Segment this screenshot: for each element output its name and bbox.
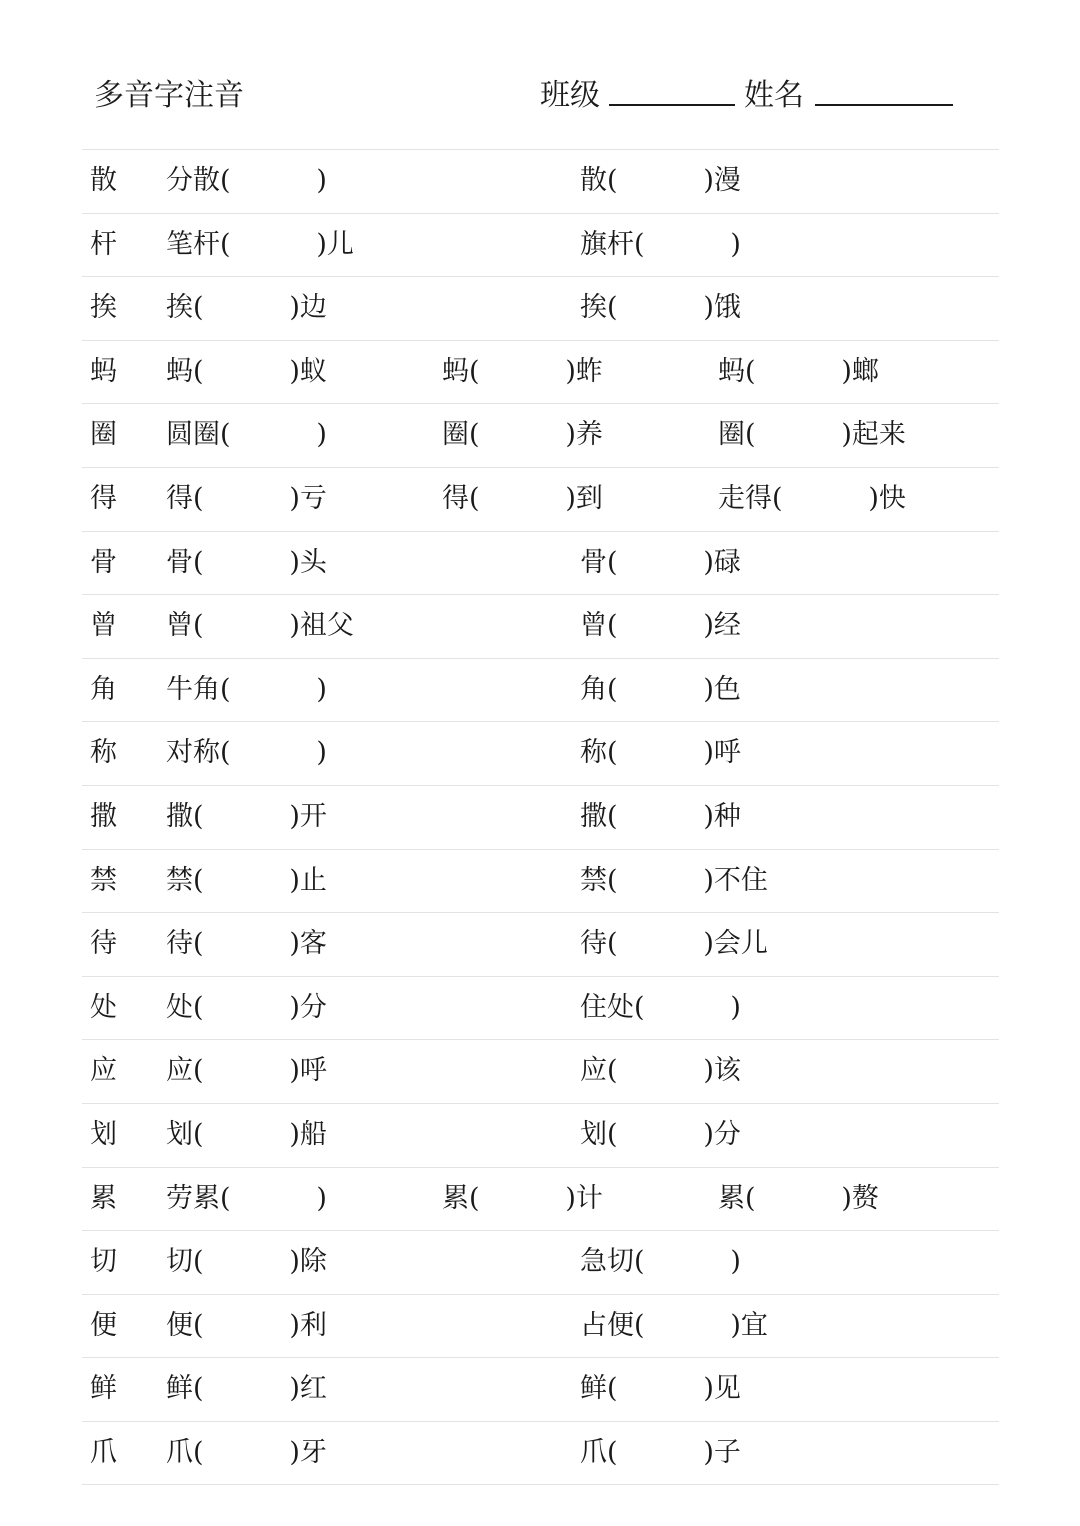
exercise-row — [82, 849, 999, 913]
word-fill-blank[interactable]: 圆圈( ) — [166, 419, 327, 451]
exercise-row — [82, 467, 999, 531]
word-fill-blank[interactable]: 蚂( )螂 — [718, 355, 879, 387]
word-fill-blank[interactable]: 称( )呼 — [580, 737, 741, 769]
word-fill-blank[interactable]: 圈( )起来 — [718, 419, 906, 451]
exercise-row — [82, 721, 999, 785]
exercise-row — [82, 403, 999, 467]
polyphone-character: 鲜 — [90, 1373, 117, 1405]
polyphone-character: 切 — [90, 1246, 117, 1278]
worksheet-title: 多音字注音 — [94, 78, 244, 113]
exercise-row — [82, 1230, 999, 1294]
word-fill-blank[interactable]: 得( )到 — [442, 482, 603, 514]
word-fill-blank[interactable]: 曾( )祖父 — [166, 610, 354, 642]
pinyin-exercise-table — [82, 149, 999, 1485]
word-fill-blank[interactable]: 得( )亏 — [166, 482, 327, 514]
exercise-row — [82, 213, 999, 277]
word-fill-blank[interactable]: 分散( ) — [166, 165, 327, 196]
exercise-row — [82, 276, 999, 340]
word-fill-blank[interactable]: 应( )呼 — [166, 1055, 327, 1087]
name-blank-line[interactable] — [815, 104, 953, 106]
exercise-row — [82, 1039, 999, 1103]
word-fill-blank[interactable]: 待( )会儿 — [580, 928, 768, 960]
exercise-row — [82, 531, 999, 595]
exercise-row — [82, 1421, 999, 1486]
polyphone-character: 角 — [90, 673, 117, 705]
name-label: 姓名 — [744, 78, 804, 113]
word-fill-blank[interactable]: 圈( )养 — [442, 419, 603, 451]
word-fill-blank[interactable]: 鲜( )见 — [580, 1373, 741, 1405]
exercise-row — [82, 658, 999, 722]
polyphone-character: 处 — [90, 991, 117, 1023]
word-fill-blank[interactable]: 劳累( ) — [166, 1182, 327, 1214]
word-fill-blank[interactable]: 挨( )饿 — [580, 292, 741, 324]
word-fill-blank[interactable]: 累( )赘 — [718, 1182, 879, 1214]
word-fill-blank[interactable]: 应( )该 — [580, 1055, 741, 1087]
exercise-row — [82, 594, 999, 658]
polyphone-character: 待 — [90, 928, 117, 960]
word-fill-blank[interactable]: 撒( )开 — [166, 800, 327, 832]
polyphone-character: 撒 — [90, 800, 117, 832]
word-fill-blank[interactable]: 爪( )牙 — [166, 1436, 327, 1468]
polyphone-character: 便 — [90, 1309, 117, 1341]
word-fill-blank[interactable]: 占便( )宜 — [580, 1309, 768, 1341]
exercise-row — [82, 149, 999, 213]
exercise-row — [82, 1167, 999, 1231]
polyphone-character: 称 — [90, 737, 117, 769]
word-fill-blank[interactable]: 住处( ) — [580, 991, 741, 1023]
word-fill-blank[interactable]: 禁( )止 — [166, 864, 327, 896]
word-fill-blank[interactable]: 挨( )边 — [166, 292, 327, 324]
polyphone-character: 得 — [90, 482, 117, 514]
class-blank-line[interactable] — [609, 104, 735, 106]
word-fill-blank[interactable]: 走得( )快 — [718, 482, 906, 514]
word-fill-blank[interactable]: 处( )分 — [166, 991, 327, 1023]
word-fill-blank[interactable]: 急切( ) — [580, 1246, 741, 1278]
word-fill-blank[interactable]: 划( )分 — [580, 1118, 741, 1150]
word-fill-blank[interactable]: 蚂( )蚱 — [442, 355, 603, 387]
word-fill-blank[interactable]: 累( )计 — [442, 1182, 603, 1214]
exercise-row — [82, 1103, 999, 1167]
word-fill-blank[interactable]: 禁( )不住 — [580, 864, 768, 896]
word-fill-blank[interactable]: 蚂( )蚁 — [166, 355, 327, 387]
exercise-row — [82, 912, 999, 976]
word-fill-blank[interactable]: 散( )漫 — [580, 165, 741, 196]
polyphone-character: 划 — [90, 1118, 117, 1150]
exercise-row — [82, 785, 999, 849]
exercise-row — [82, 1357, 999, 1421]
polyphone-character: 蚂 — [90, 355, 117, 387]
word-fill-blank[interactable]: 旗杆( ) — [580, 228, 741, 260]
polyphone-character: 杆 — [90, 228, 117, 260]
polyphone-character: 应 — [90, 1055, 117, 1087]
class-label: 班级 — [540, 78, 600, 113]
word-fill-blank[interactable]: 骨( )头 — [166, 546, 327, 578]
polyphone-character: 挨 — [90, 292, 117, 324]
worksheet-header — [0, 0, 1080, 150]
word-fill-blank[interactable]: 便( )利 — [166, 1309, 327, 1341]
word-fill-blank[interactable]: 笔杆( )儿 — [166, 228, 354, 260]
word-fill-blank[interactable]: 鲜( )红 — [166, 1373, 327, 1405]
word-fill-blank[interactable]: 爪( )子 — [580, 1436, 741, 1468]
word-fill-blank[interactable]: 牛角( ) — [166, 673, 327, 705]
polyphone-character: 圈 — [90, 419, 117, 451]
word-fill-blank[interactable]: 对称( ) — [166, 737, 327, 769]
exercise-row — [82, 1294, 999, 1358]
word-fill-blank[interactable]: 切( )除 — [166, 1246, 327, 1278]
word-fill-blank[interactable]: 角( )色 — [580, 673, 741, 705]
exercise-row — [82, 340, 999, 404]
polyphone-character: 曾 — [90, 610, 117, 642]
word-fill-blank[interactable]: 撒( )种 — [580, 800, 741, 832]
word-fill-blank[interactable]: 骨( )碌 — [580, 546, 741, 578]
polyphone-character: 骨 — [90, 546, 117, 578]
polyphone-character: 累 — [90, 1182, 117, 1214]
word-fill-blank[interactable]: 待( )客 — [166, 928, 327, 960]
polyphone-character: 爪 — [90, 1436, 117, 1468]
word-fill-blank[interactable]: 曾( )经 — [580, 610, 741, 642]
word-fill-blank[interactable]: 划( )船 — [166, 1118, 327, 1150]
polyphone-character: 禁 — [90, 864, 117, 896]
polyphone-character: 散 — [90, 165, 117, 196]
exercise-row — [82, 976, 999, 1040]
